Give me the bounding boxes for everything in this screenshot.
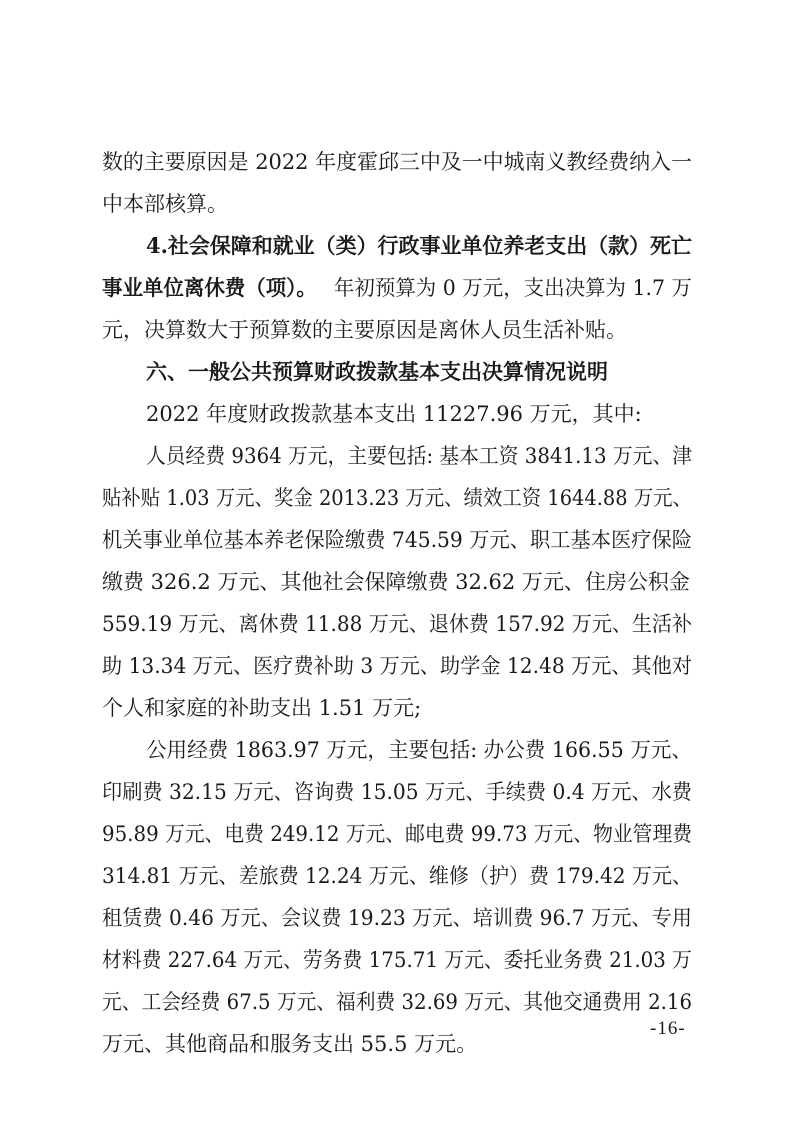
text-line — [6, 814, 754, 854]
line-text: 贴补贴 1.03 万元、奖金 2013.23 万元、绩效工资 1644.88 万元、 — [102, 486, 692, 510]
line-text: 年初预算为 0 万元，支出决算为 1.7 万 — [333, 276, 693, 300]
text-line — [4, 772, 767, 812]
line-text: 个人和家庭的补助支出 1.51 万元; — [102, 696, 422, 720]
line-text: 印刷费 32.15 万元、咨询费 15.05 万元、手续费 0.4 万元、水费 — [102, 780, 692, 804]
text-line — [4, 520, 770, 560]
line-text: 材料费 227.64 万元、劳务费 175.71 万元、委托业务费 21.03 万 — [102, 948, 693, 972]
text-line — [6, 940, 755, 980]
text-line — [8, 436, 756, 476]
text-line — [4, 898, 767, 938]
line-text: 缴费 326.2 万元、其他社会保障缴费 32.62 万元、住房公积金 — [102, 570, 690, 594]
line-text: 租赁费 0.46 万元、会议费 19.23 万元、培训费 96.7 万元、专用 — [102, 906, 692, 930]
line-text: 95.89 万元、电费 249.12 万元、邮电费 99.73 万元、物业管理费 — [102, 822, 693, 846]
text-line — [0, 142, 792, 182]
line-text: 559.19 万元、离休费 11.88 万元、退休费 157.92 万元、生活补 — [102, 612, 693, 636]
text-line — [0, 310, 794, 350]
line-text: 314.81 万元、差旅费 12.24 万元、维修（护）费 179.42 万元、 — [102, 864, 693, 888]
line-text: 数的主要原因是 2022 年度霍邱三中及一中城南义教经费纳入一 — [102, 150, 693, 174]
section-heading-line — [0, 226, 793, 266]
text-line — [3, 268, 777, 308]
text-line — [0, 184, 794, 224]
text-line — [6, 982, 752, 1022]
line-text: 元、工会经费 67.5 万元、福利费 32.69 万元、其他交通费用 2.16 — [102, 990, 693, 1014]
line-text: 公用经费 1863.97 万元，主要包括: 办公费 166.55 万元、 — [146, 738, 693, 762]
section-heading — [0, 352, 794, 392]
line-text: 万元、其他商品和服务支出 55.5 万元。 — [102, 1032, 478, 1056]
line-text: 机关事业单位基本养老保险缴费 745.59 万元、职工基本医疗保险 — [102, 528, 692, 552]
text-line — [5, 856, 762, 896]
text-line — [4, 646, 766, 686]
line-text: 助 13.34 万元、医疗费补助 3 万元、助学金 12.48 万元、其他对 — [102, 654, 693, 678]
line-text: 中本部核算。 — [102, 192, 228, 216]
line-text: 元，决算数大于预算数的主要原因是离休人员生活补贴。 — [102, 318, 627, 342]
text-line — [5, 604, 762, 644]
line-text: 人员经费 9364 万元，主要包括: 基本工资 3841.13 万元、津 — [146, 444, 692, 468]
text-line — [0, 688, 794, 728]
text-line — [0, 394, 794, 434]
heading-text: 事业单位离休费（项）。 — [102, 275, 317, 300]
text-line — [3, 730, 780, 770]
page-number: -16- — [650, 1018, 686, 1039]
text-line — [8, 478, 742, 518]
line-text: 2022 年度财政拨款基本支出 11227.96 万元，其中: — [146, 402, 642, 426]
heading-text: 4.社会保障和就业（类）行政事业单位养老支出（款）死亡 — [146, 233, 692, 258]
section-title: 六、一般公共预算财政拨款基本支出决算情况说明 — [146, 360, 608, 384]
text-line — [0, 562, 794, 602]
